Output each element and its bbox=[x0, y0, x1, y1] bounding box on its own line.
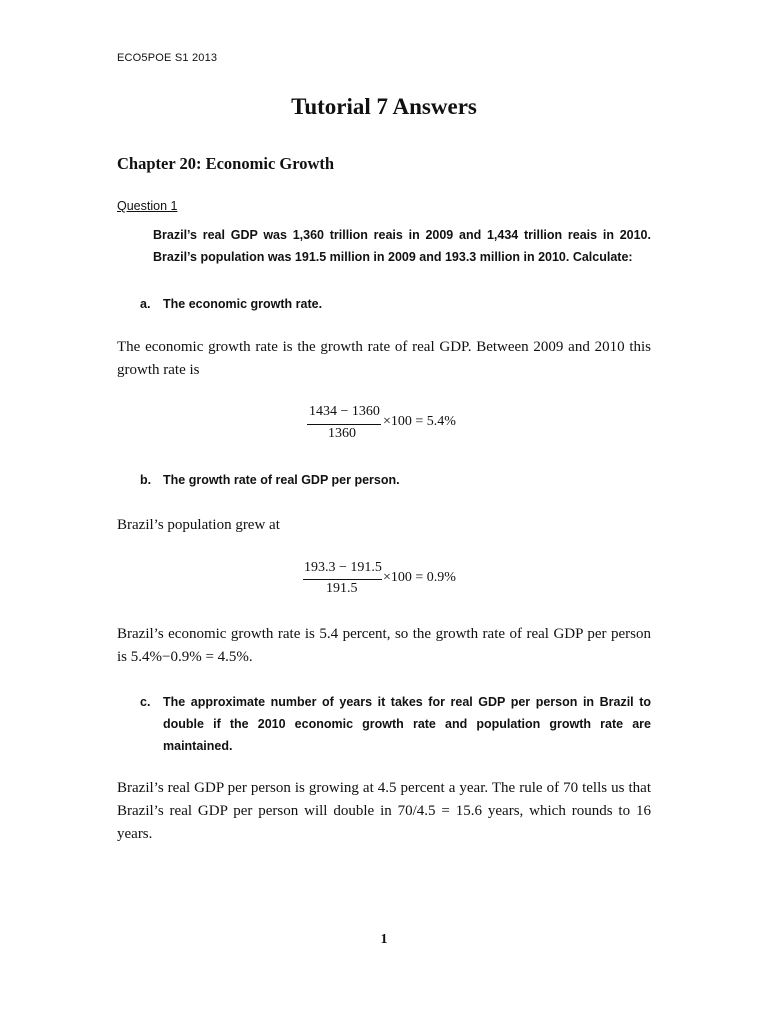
formula-denominator: 191.5 bbox=[326, 581, 358, 596]
answer-b-text-2: Brazil’s economic growth rate is 5.4 percent, so the growth rate of real GDP per person is 5.4%−0.9% = 4.5%. bbox=[117, 626, 651, 665]
formula-numerator: 193.3 − 191.5 bbox=[304, 560, 382, 575]
fraction-bar bbox=[307, 424, 381, 425]
item-text: The economic growth rate. bbox=[163, 297, 323, 311]
answer-b-text-1: Brazil’s population grew at bbox=[117, 517, 280, 533]
formula-result: ×100 = 0.9% bbox=[383, 570, 456, 585]
question-label: Question 1 bbox=[117, 199, 178, 213]
item-text: The approximate number of years it takes for real GDP per person in Brazil to double if the 2010 economic growth rate and population growth rate are maintained. bbox=[163, 695, 651, 753]
item-letter: c. bbox=[140, 695, 151, 709]
item-letter: b. bbox=[140, 473, 152, 487]
item-text: The growth rate of real GDP per person. bbox=[163, 473, 400, 487]
formula-result: ×100 = 5.4% bbox=[383, 414, 456, 429]
answer-c-text: Brazil’s real GDP per person is growing at 4.5 percent a year. The rule of 70 tells us that Brazil’s real GDP per person will double in 70/4.5 = 15.6 years, which rounds to 16 years. bbox=[117, 780, 651, 842]
chapter-heading: Chapter 20: Economic Growth bbox=[117, 154, 335, 173]
formula-denominator: 1360 bbox=[328, 426, 356, 441]
answer-a-text: The economic growth rate is the growth rate of real GDP. Between 2009 and 2010 this growth rate is bbox=[117, 339, 651, 378]
page-number: 1 bbox=[380, 932, 388, 947]
page-title: Tutorial 7 Answers bbox=[291, 94, 477, 119]
course-code: ECO5POE S1 2013 bbox=[117, 52, 218, 64]
fraction-bar bbox=[303, 579, 382, 580]
question-intro: Brazil’s real GDP was 1,360 trillion reais in 2009 and 1,434 trillion reais in 2010. Brazil’s population was 191.5 million in 2009 and 193.3 million in 2010. Calculate: bbox=[153, 228, 651, 264]
formula-numerator: 1434 − 1360 bbox=[309, 404, 380, 419]
item-letter: a. bbox=[140, 297, 151, 311]
